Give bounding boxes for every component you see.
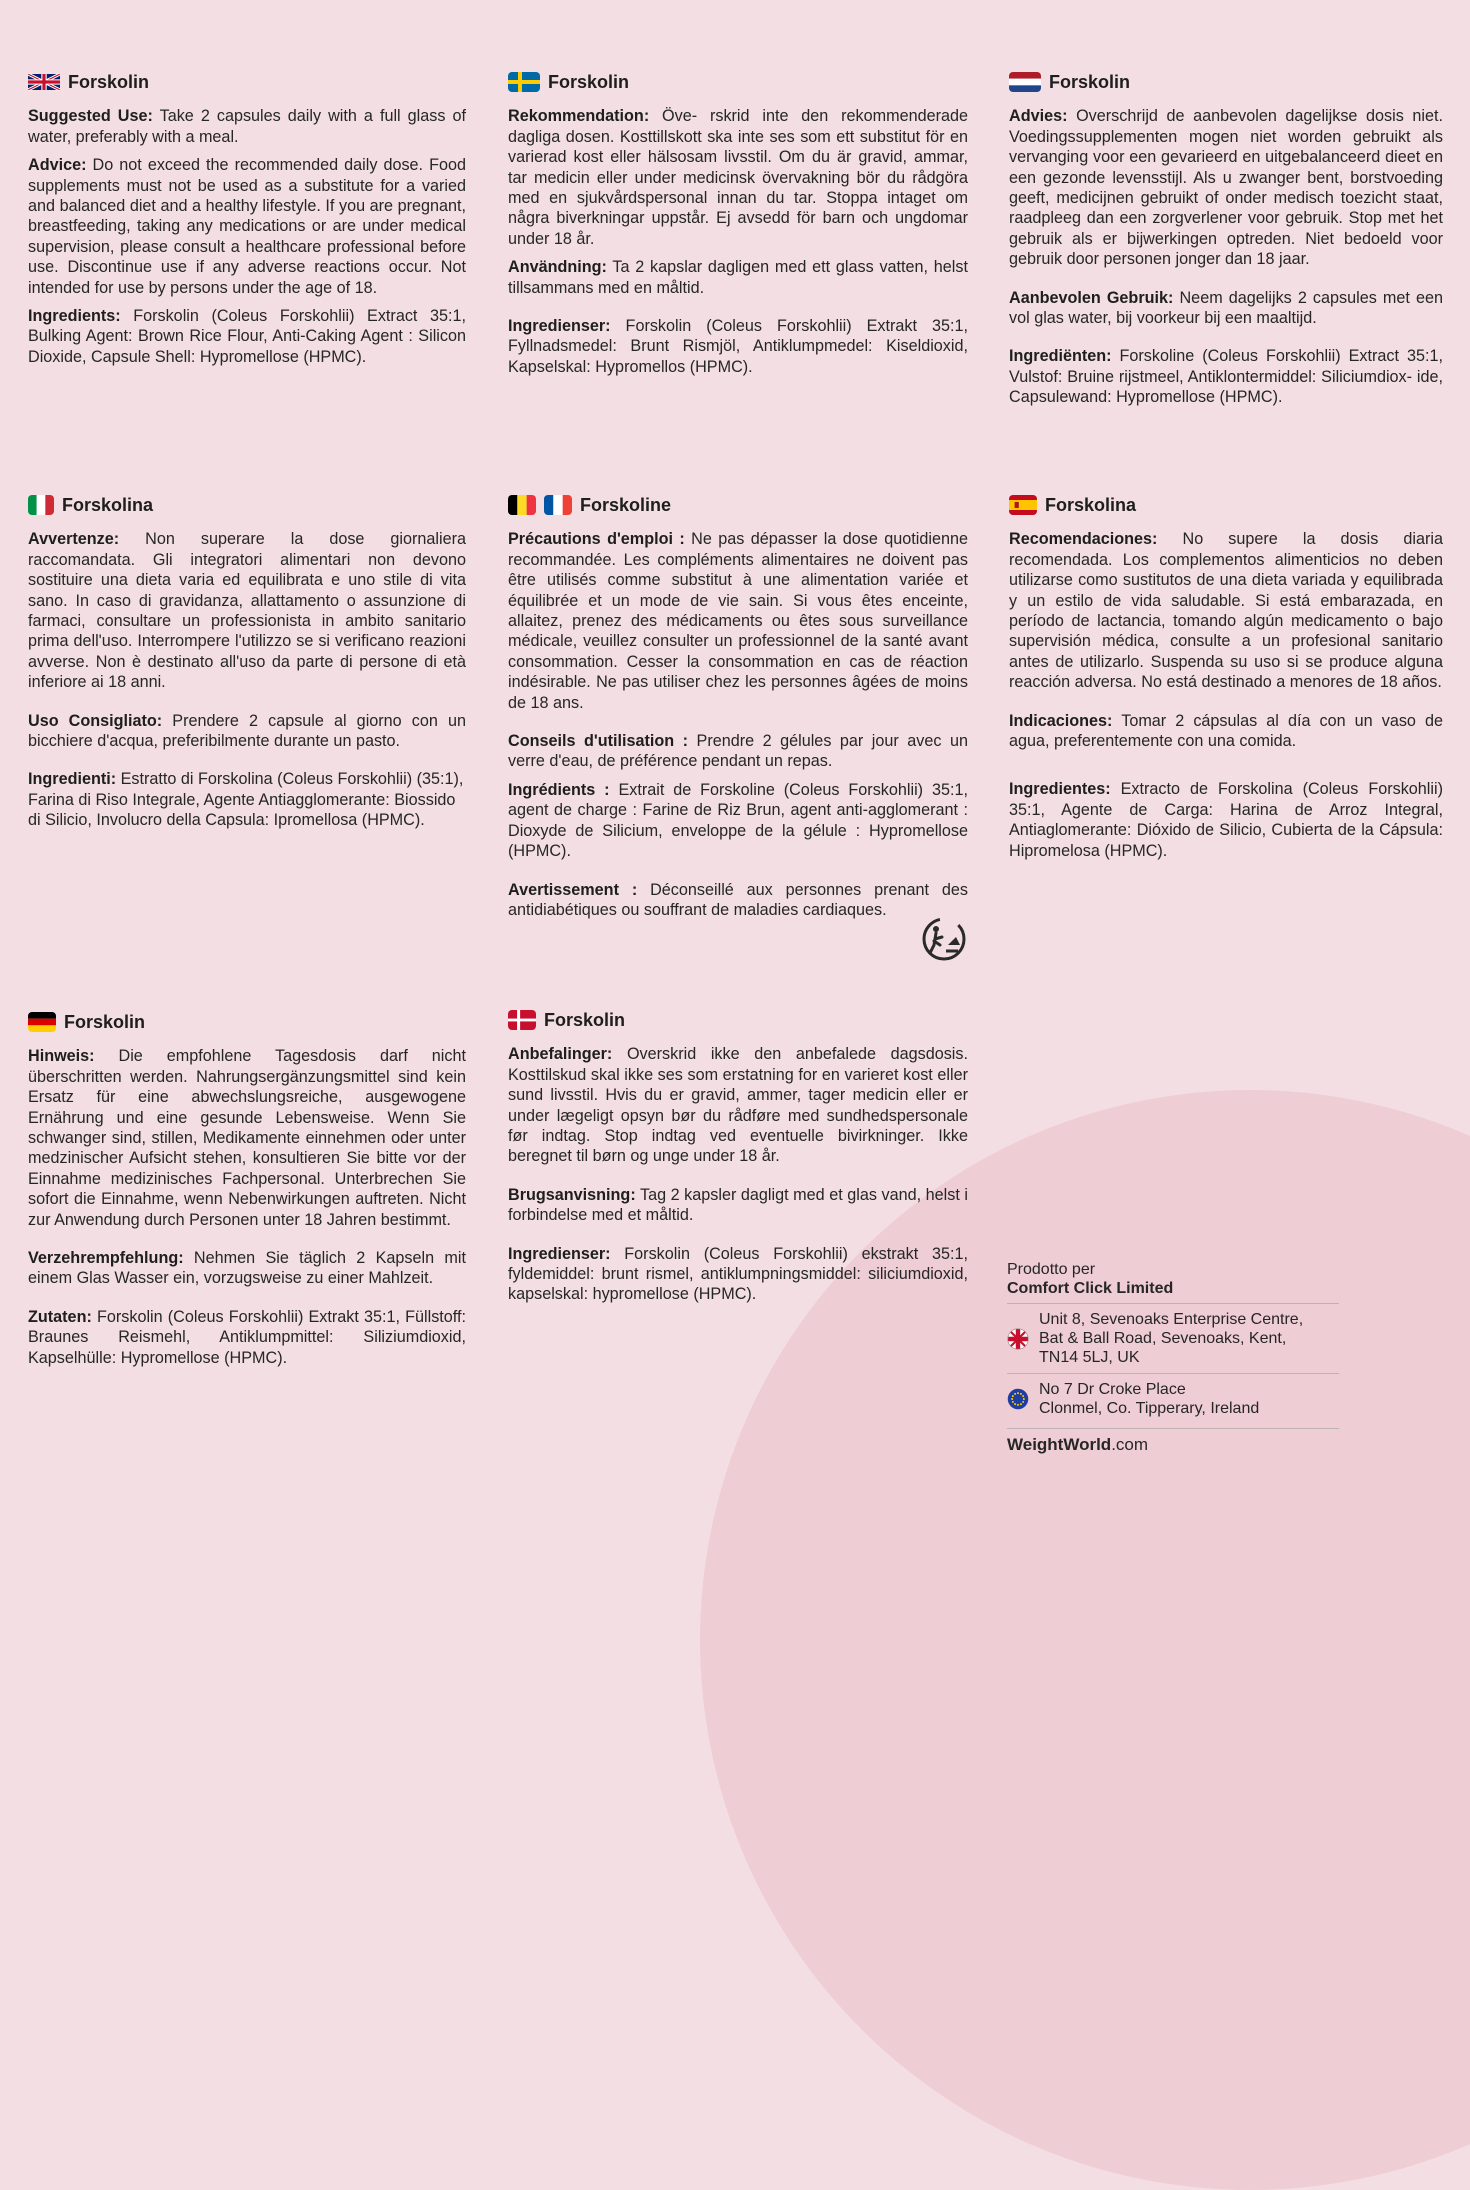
spain-flag-icon <box>1009 495 1037 515</box>
section-fr <box>508 495 968 928</box>
section-header <box>28 1012 466 1032</box>
advice: Advies: Overschrijd de aanbevolen dagelijkse dosis niet. Voedingssupplementen mogen niet worden gebruikt als vervanging voor een gevarieerd en uitgebalanceerd dieet en een gezonde levensstijl. Als u zwanger bent, borstvoeding geeft, medicijnen gebruikt of onder medisch toezicht staat, raadpleeg dan een zorgverlener voor gebruik. Stop met het gebruik als er bijwerkingen optreden. Niet bedoeld voor gebruik door personen jonger dan 18 jaar. <box>1009 107 1443 269</box>
eu-address: No 7 Dr Croke Place Clonmel, Co. Tipperary, Ireland <box>1007 1373 1339 1424</box>
usage-advice: Conseils d'utilisation : Prendre 2 gélules par jour avec un verre d'eau, de préférence pendant un repas. <box>508 732 968 771</box>
recommended-intake: Verzehrempfehlung: Nehmen Sie täglich 2 Kapseln mit einem Glas Wasser ein, vorzugsweise zu einer Mahlzeit. <box>28 1249 466 1288</box>
denmark-flag-icon <box>508 1010 536 1030</box>
sweden-flag-icon <box>508 72 540 92</box>
ingredients: Ingrédients : Extrait de Forskoline (Coleus Forskohlii) 35:1, agent de charge : Farine de Riz Brun, agent anti-agglomerant : Dioxyde de Silicium, enveloppe de la gélule : Hypromellose (HPMC). <box>508 780 968 861</box>
section-it <box>28 495 466 839</box>
warning: Avertissement : Déconseillé aux personnes prenant des antidiabétiques ou souffrant de maladies cardiaques. <box>508 880 968 919</box>
recommendations: Recomendaciones: No supere la dosis diaria recomendada. Los complementos alimenticios no deben utilizarse como sustitutos de una dieta variada y equilibrada y un estilo de vida saludable. Si está embarazada, en período de lactancia, tomando algún medicamento o bajo supervisión médica, consulte a un profesional sanitario antes de utilizarlo. Suspenda su uso si se produce alguna reacción adversa. No está destinado a menores de 18 años. <box>1009 530 1443 692</box>
recommendations: Anbefalinger: Overskrid ikke den anbefalede dagsdosis. Kosttilskud skal ikke ses som erstatning for en varieret kost eller sund livsstil. Hvis du er gravid, ammer, tager medicin eller er under lægeligt opsyn bør du rådføre med sundhedspersonale før indtag. Stop indtag ved eventuelle bivirkninger. Ikke beregnet til børn og unge under 18 år. <box>508 1045 968 1166</box>
directions: Brugsanvisning: Tag 2 kapsler dagligt med et glas vand, helst i forbindelse med et måltid. <box>508 1185 968 1225</box>
germany-flag-icon <box>28 1012 56 1032</box>
section-da <box>508 1010 968 1313</box>
section-header <box>28 72 466 92</box>
section-title: Forskolin <box>548 72 630 92</box>
section-title: Forskolina <box>1045 495 1137 515</box>
france-flag-icon <box>544 495 572 515</box>
ingredients: Ingredienser: Forskolin (Coleus Forskohlii) Extrakt 35:1, Fyllnadsmedel: Brunt Rismjöl, Antiklumpmedel: Kiseldioxid, Kapselskal: Hypromellos (HPMC). <box>508 317 968 376</box>
uk-flag-icon <box>1007 1328 1029 1350</box>
section-title: Forskolina <box>62 495 154 515</box>
ingredients: Ingrediënten: Forskoline (Coleus Forskohlii) Extract 35:1, Vulstof: Bruine rijstmeel, Antiklontermiddel: Siliciumdiox- ide, Capsulewand: Hypromellose (HPMC). <box>1009 347 1443 407</box>
section-header <box>1009 495 1443 515</box>
warnings: Avvertenze: Non superare la dose giornaliera raccomandata. Gli integratori alimentari non devono sostituire una dieta varia ed equilibrata e uno stile di vita sano. In caso di gravidanza, allattamento o assunzione di farmaci, consultare un professionista in ambito sanitario prima dell'uso. Interrompere l'utilizzo se si verificano reazioni avverse. Non è destinato all'uso da parte di persone di età inferiore ai 18 anni. <box>28 530 466 692</box>
usage: Användning: Ta 2 kapslar dagligen med ett glass vatten, helst tillsammans med en måltid. <box>508 258 968 297</box>
ingredients: Ingredienti: Estratto di Forskolina (Coleus Forskohlii) (35:1), Farina di Riso Integrale, Agente Antiagglomerante: Biossido di Silicio, Involucro della Capsula: Ipromellosa (HPMC). <box>28 770 464 830</box>
netherlands-flag-icon <box>1009 72 1041 92</box>
section-header <box>508 495 968 515</box>
ingredients: Zutaten: Forskolin (Coleus Forskohlii) Extrakt 35:1, Füllstoff: Braunes Reismehl, Antiklumpmittel: Siliziumdioxid, Kapselhülle: Hypromellose (HPMC). <box>28 1307 466 1367</box>
uk-flag-icon <box>28 72 60 92</box>
uk-address: Unit 8, Sevenoaks Enterprise Centre, Bat & Ball Road, Sevenoaks, Kent, TN14 5LJ, UK <box>1007 1303 1339 1373</box>
section-header <box>508 72 968 92</box>
section-title: Forskolin <box>68 72 150 92</box>
section-title: Forskoline <box>580 495 672 515</box>
section-title: Forskolin <box>1049 72 1131 92</box>
section-sv <box>508 72 968 385</box>
brand-website: WeightWorld.com <box>1007 1428 1339 1460</box>
suggested-use: Suggested Use: Take 2 capsules daily with a full glass of water, preferably with a meal. <box>28 107 466 146</box>
directions: Indicaciones: Tomar 2 cápsulas al día con un vaso de agua, preferentemente con una comida. <box>1009 711 1443 751</box>
ingredients: Ingredients: Forskolin (Coleus Forskohlii) Extract 35:1, Bulking Agent: Brown Rice Flour, Anti-Caking Agent : Silicon Dioxide, Capsule Shell: Hypromellose (HPMC). <box>28 307 466 366</box>
section-en <box>28 72 466 375</box>
triman-recycle-icon <box>920 915 968 963</box>
section-header <box>508 1010 968 1030</box>
precautions: Précautions d'emploi : Ne pas dépasser la dose quotidienne recommandée. Les compléments alimentaires ne doivent pas être utilisés comme substitut à une alimentation variée et équilibrée et un mode de vie sain. Si vous êtes enceinte, allaitez, prenez des médicaments ou êtes sous surveillance médicale, veuillez consulter un professionnel de la santé avant consommation. Cesser la consommation en cas de réaction indésirable. Ne pas utiliser chez les personnes âgées de moins de 18 ans. <box>508 530 968 712</box>
note: Hinweis: Die empfohlene Tagesdosis darf nicht überschritten werden. Nahrungsergänzungsmittel sind kein Ersatz für eine abwechslungsreiche, ausgewogene Ernährung und eine gesunde Lebensweise. Wenn Sie schwanger sind, stillen, Medikamente einnehmen oder unter medzinischer Aufsicht stehen, konsultieren Sie bitte vor der Einnahme medizinisches Fachpersonal. Unterbrechen Sie sofort die Einnahme, wenn Nebenwirkungen auftreten. Nicht zur Anwendung durch Personen unter 18 Jahren bestimmt. <box>28 1047 466 1229</box>
section-header <box>1009 72 1443 92</box>
section-de <box>28 1012 466 1376</box>
manufacturer-info <box>1007 1260 1339 1460</box>
section-title: Forskolin <box>64 1012 146 1032</box>
produced-for-label: Prodotto per <box>1007 1261 1096 1278</box>
recommendation: Rekommendation: Öve- rskrid inte den rekommenderade dagliga dosen. Kosttillskott ska inte ses som ett substitut för en varierad kost eller hälsosam livsstil. Om du är gravid, ammar, tar medicin eller under medicinsk övervakning bör du rådgöra med en sjukvårdspersonal innan du tar. Stoppa intaget om några biverkningar uppstår. Ej avsedd för barn och ungdomar under 18 år. <box>508 107 968 248</box>
italy-flag-icon <box>28 495 54 515</box>
company-name: Comfort Click Limited <box>1007 1280 1174 1297</box>
advice: Advice: Do not exceed the recommended daily dose. Food supplements must not be used as a substitute for a varied and balanced diet and a healthy lifestyle. If you are pregnant, breastfeeding, taking any medications or are under medical supervision, please consult a healthcare professional before use. Discontinue use if any adverse reactions occur. Not intended for use by persons under the age of 18. <box>28 156 466 297</box>
ingredients: Ingredientes: Extracto de Forskolina (Coleus Forskohlii) 35:1, Agente de Carga: Harina de Arroz Integral, Antiaglomerante: Dióxido de Silicio, Cubierta de la Cápsula: Hipromelosa (HPMC). <box>1009 780 1443 860</box>
eu-flag-icon <box>1007 1388 1029 1410</box>
belgium-flag-icon <box>508 495 536 515</box>
section-header <box>28 495 466 515</box>
ingredients: Ingredienser: Forskolin (Coleus Forskohlii) ekstrakt 35:1, fyldemiddel: brunt rismel, antiklumpningsmiddel: siliciumdioxid, kapselskal: hypromellose (HPMC). <box>508 1244 968 1304</box>
section-es <box>1009 495 1443 869</box>
recommended-use: Uso Consigliato: Prendere 2 capsule al giorno con un bicchiere d'acqua, preferibilmente durante un pasto. <box>28 711 466 751</box>
recommended-use: Aanbevolen Gebruik: Neem dagelijks 2 capsules met een vol glas water, bij voorkeur bij een maaltijd. <box>1009 288 1443 328</box>
section-nl <box>1009 72 1443 416</box>
section-title: Forskolin <box>544 1010 626 1030</box>
